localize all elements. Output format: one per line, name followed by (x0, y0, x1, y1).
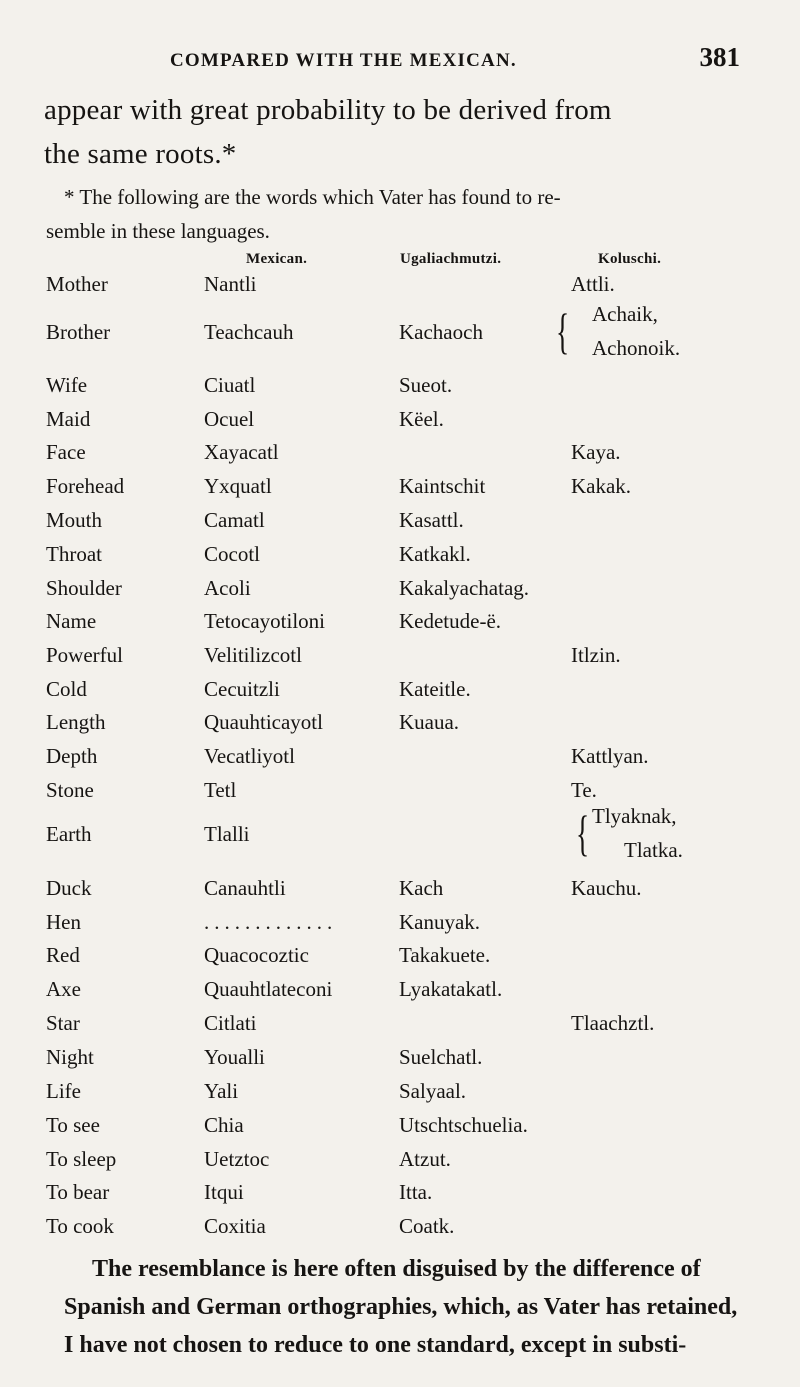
table-row (46, 1147, 746, 1181)
mexican-word: Xayacatl (204, 440, 279, 464)
ugaliachmutzi-word: Kaintschit (399, 474, 486, 498)
footnote-line-2: semble in these languages. (46, 219, 270, 243)
column-header-mexican: Mexican. (246, 251, 308, 267)
table-row (46, 943, 746, 977)
mexican-word: Tetocayotiloni (204, 609, 325, 633)
ugaliachmutzi-word: Kedetude-ë. (399, 609, 502, 633)
english-word: Mouth (46, 508, 103, 532)
english-word: Night (46, 1045, 94, 1069)
english-word: Stone (46, 778, 94, 802)
english-word: Powerful (46, 643, 123, 667)
table-row (46, 1079, 746, 1113)
table-row (46, 373, 746, 407)
mexican-word: Velitilizcotl (204, 643, 302, 667)
table-row (46, 272, 746, 306)
mexican-word: Yali (204, 1079, 239, 1103)
mexican-word: Vecatliyotl (204, 744, 295, 768)
mexican-word: Ciuatl (204, 373, 256, 397)
table-row (46, 677, 746, 711)
table-row (46, 440, 746, 474)
intro-line-1: appear with great probability to be derived from (44, 94, 612, 126)
page-header (40, 42, 740, 82)
ugaliachmutzi-word: Katkakl. (399, 542, 471, 566)
english-word: Hen (46, 910, 81, 934)
leader-dots: ............. (204, 910, 338, 934)
column-header-ugaliachmutzi: Ugaliachmutzi. (400, 251, 502, 267)
mexican-word: Youalli (204, 1045, 265, 1069)
english-word: Depth (46, 744, 98, 768)
ugaliachmutzi-word: Utschtschuelia. (399, 1113, 528, 1137)
table-row (46, 609, 746, 643)
ugaliachmutzi-word: Itta. (399, 1180, 433, 1204)
english-word: Star (46, 1011, 80, 1035)
english-word: Cold (46, 677, 87, 701)
table-row (46, 576, 746, 610)
ugaliachmutzi-word: Suelchatl. (399, 1045, 483, 1069)
english-word: Wife (46, 373, 88, 397)
ugaliachmutzi-word: Lyakatakatl. (399, 977, 503, 1001)
english-word: Brother (46, 320, 111, 344)
mexican-word: Canauhtli (204, 876, 286, 900)
table-row (46, 407, 746, 441)
brace-mark: { (556, 303, 570, 359)
koluschi-word-alt: Achonoik. (592, 336, 681, 360)
english-word: Red (46, 943, 80, 967)
koluschi-word: Itlzin. (571, 643, 621, 667)
mexican-word: Quauhtlateconi (204, 977, 333, 1001)
ugaliachmutzi-word: Kakalyachatag. (399, 576, 530, 600)
ugaliachmutzi-word: Takakuete. (399, 943, 491, 967)
mexican-word: Cocotl (204, 542, 260, 566)
brace-mark: { (576, 805, 590, 861)
table-row (46, 1214, 746, 1248)
koluschi-word: Kauchu. (571, 876, 642, 900)
ugaliachmutzi-word: Kach (399, 876, 444, 900)
table-row (46, 910, 746, 944)
closing-line-3: I have not chosen to reduce to one standard, except in substi- (64, 1332, 687, 1358)
english-word: To cook (46, 1214, 114, 1238)
mexican-word: Itqui (204, 1180, 244, 1204)
table-row (46, 508, 746, 542)
ugaliachmutzi-word: Kuaua. (399, 710, 460, 734)
ugaliachmutzi-word: Kateitle. (399, 677, 471, 701)
koluschi-word: Kaya. (571, 440, 621, 464)
english-word: Name (46, 609, 97, 633)
mexican-word: Uetztoc (204, 1147, 270, 1171)
mexican-word: Tetl (204, 778, 237, 802)
koluschi-word: Kakak. (571, 474, 632, 498)
closing-line-2: Spanish and German orthographies, which, as Vater has retained, (64, 1294, 738, 1320)
running-title: COMPARED WITH THE MEXICAN. (170, 50, 517, 71)
mexican-word: Tlalli (204, 822, 250, 846)
intro-line-2: the same roots.* (44, 138, 237, 170)
table-row (46, 643, 746, 677)
english-word: Face (46, 440, 86, 464)
english-word: Earth (46, 822, 92, 846)
table-row (46, 710, 746, 744)
mexican-word: Nantli (204, 272, 257, 296)
footnote-line-1: * The following are the words which Vater has found to re- (64, 185, 561, 209)
koluschi-word: Tlaachztl. (571, 1011, 655, 1035)
table-row (46, 977, 746, 1011)
mexican-word: Citlati (204, 1011, 257, 1035)
table-row (46, 1113, 746, 1147)
koluschi-word: Tlyaknak, (592, 804, 677, 828)
table-row (46, 804, 746, 862)
koluschi-word: Achaik, (592, 302, 658, 326)
table-row (46, 1180, 746, 1214)
mexican-word: Camatl (204, 508, 265, 532)
mexican-word: Teachcauh (204, 320, 294, 344)
mexican-word: Chia (204, 1113, 244, 1137)
table-row (46, 474, 746, 508)
koluschi-word: Te. (571, 778, 597, 802)
table-row (46, 1011, 746, 1045)
english-word: To see (46, 1113, 100, 1137)
table-row (46, 542, 746, 576)
ugaliachmutzi-word: Kanuyak. (399, 910, 481, 934)
koluschi-word: Kattlyan. (571, 744, 649, 768)
koluschi-word: Attli. (571, 272, 615, 296)
mexican-word: Acoli (204, 576, 251, 600)
mexican-word: Cecuitzli (204, 677, 280, 701)
mexican-word: Coxitia (204, 1214, 266, 1238)
ugaliachmutzi-word: Atzut. (399, 1147, 451, 1171)
english-word: Life (46, 1079, 81, 1103)
english-word: Duck (46, 876, 92, 900)
english-word: Axe (46, 977, 81, 1001)
english-word: To bear (46, 1180, 110, 1204)
mexican-word: Yxquatl (204, 474, 272, 498)
ugaliachmutzi-word: Kachaoch (399, 320, 483, 344)
closing-line-1: The resemblance is here often disguised by the difference of (92, 1256, 701, 1282)
english-word: Forehead (46, 474, 125, 498)
english-word: Throat (46, 542, 102, 566)
mexican-word: Quauhticayotl (204, 710, 323, 734)
ugaliachmutzi-word: Këel. (399, 407, 444, 431)
ugaliachmutzi-word: Coatk. (399, 1214, 455, 1238)
mexican-word: Quacocoztic (204, 943, 309, 967)
table-row (46, 876, 746, 910)
english-word: Maid (46, 407, 91, 431)
table-row (46, 744, 746, 778)
english-word: Mother (46, 272, 108, 296)
table-row (46, 302, 746, 360)
english-word: Length (46, 710, 106, 734)
mexican-word: Ocuel (204, 407, 255, 431)
english-word: To sleep (46, 1147, 117, 1171)
page-number: 381 (699, 42, 740, 72)
table-row (46, 1045, 746, 1079)
ugaliachmutzi-word: Sueot. (399, 373, 453, 397)
ugaliachmutzi-word: Kasattl. (399, 508, 464, 532)
koluschi-word-alt: Tlatka. (624, 838, 683, 862)
english-word: Shoulder (46, 576, 122, 600)
column-header-koluschi: Koluschi. (598, 251, 662, 267)
ugaliachmutzi-word: Salyaal. (399, 1079, 467, 1103)
